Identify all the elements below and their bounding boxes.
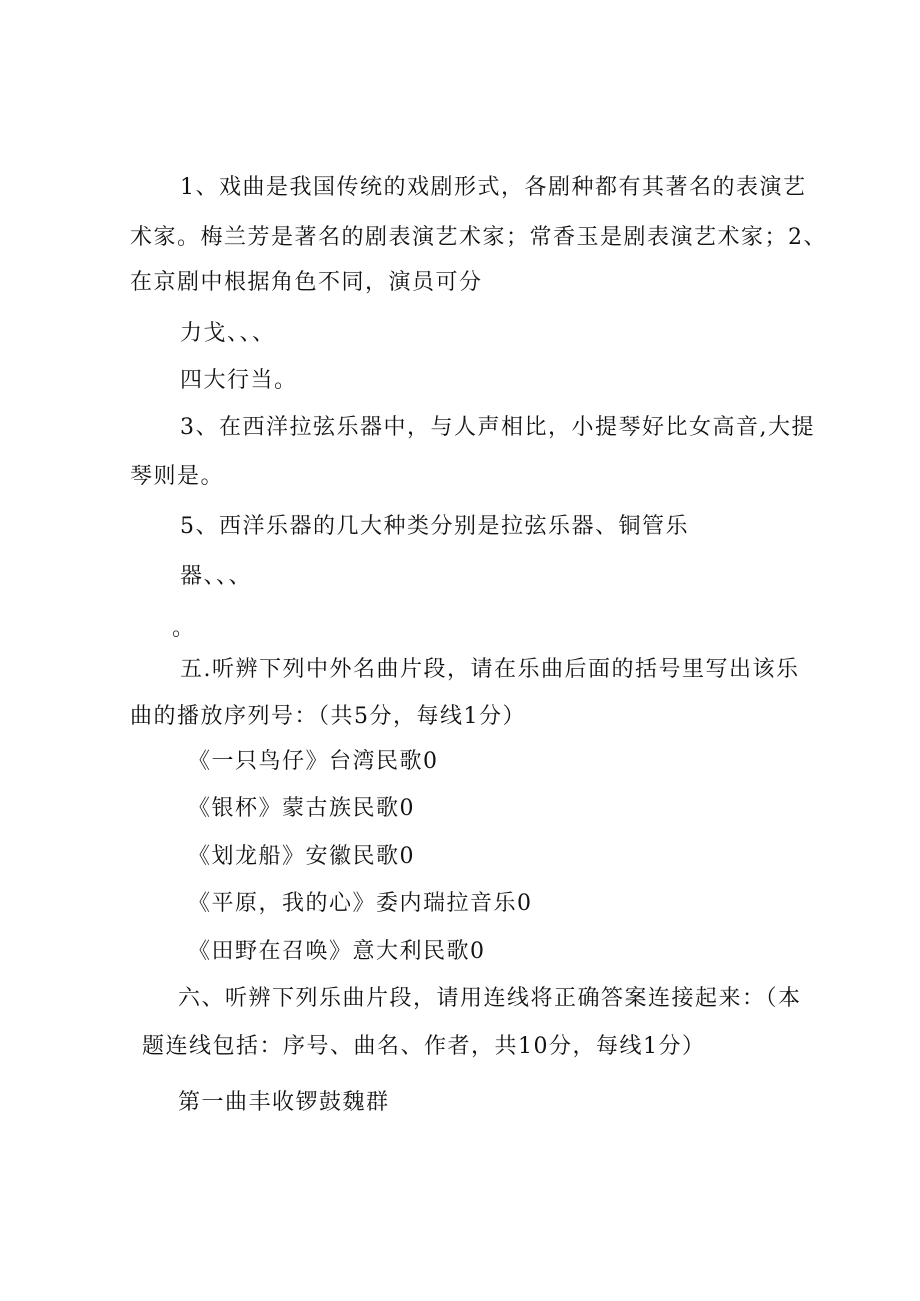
question-2-line-1: 在京剧中根据角色不同，演员可分 bbox=[130, 270, 483, 295]
question-5-end: 。 bbox=[172, 616, 196, 641]
section-5-heading-line-2: 曲的播放序列号：（共5分，每线1分） bbox=[130, 704, 526, 729]
section-6-heading-line-1: 六、听辨下列乐曲片段，请用连线将正确答案连接起来：（本 bbox=[178, 986, 802, 1011]
question-2-blanks: 力戈、、、 bbox=[180, 321, 276, 346]
song-item-5: 《田野在召唤》意大利民歌0 bbox=[188, 939, 486, 964]
song-item-4: 《平原，我的心》委内瑞拉音乐0 bbox=[188, 891, 533, 916]
question-5-blanks: 器、、、 bbox=[180, 564, 253, 589]
question-3-line-1: 3、在西洋拉弦乐器中，与人声相比，小提琴好比女高音,大提 bbox=[180, 415, 815, 440]
question-1-line-2: 术家。梅兰芳是著名的剧表演艺术家；常香玉是剧表演艺术家；2、 bbox=[130, 225, 827, 250]
question-3-line-2: 琴则是。 bbox=[130, 464, 225, 489]
question-1-line-1: 1、戏曲是我国传统的戏剧形式，各剧种都有其著名的表演艺 bbox=[180, 175, 807, 200]
question-2-line-2: 四大行当。 bbox=[180, 368, 298, 393]
section-6-heading-line-2: 题连线包括：序号、曲名、作者，共10分，每线1分） bbox=[142, 1034, 706, 1059]
song-item-3: 《划龙船》安徽民歌0 bbox=[188, 844, 415, 869]
section-5-heading-line-1: 五.听辨下列中外名曲片段，请在乐曲后面的括号里写出该乐 bbox=[180, 657, 800, 682]
song-item-1: 《一只鸟仔》台湾民歌0 bbox=[188, 749, 439, 774]
section-6-item-1: 第一曲丰收锣鼓魏群 bbox=[178, 1090, 390, 1115]
question-5-line-1: 5、西洋乐器的几大种类分别是拉弦乐器、铜管乐 bbox=[180, 514, 689, 539]
song-item-2: 《银杯》蒙古族民歌0 bbox=[188, 796, 415, 821]
